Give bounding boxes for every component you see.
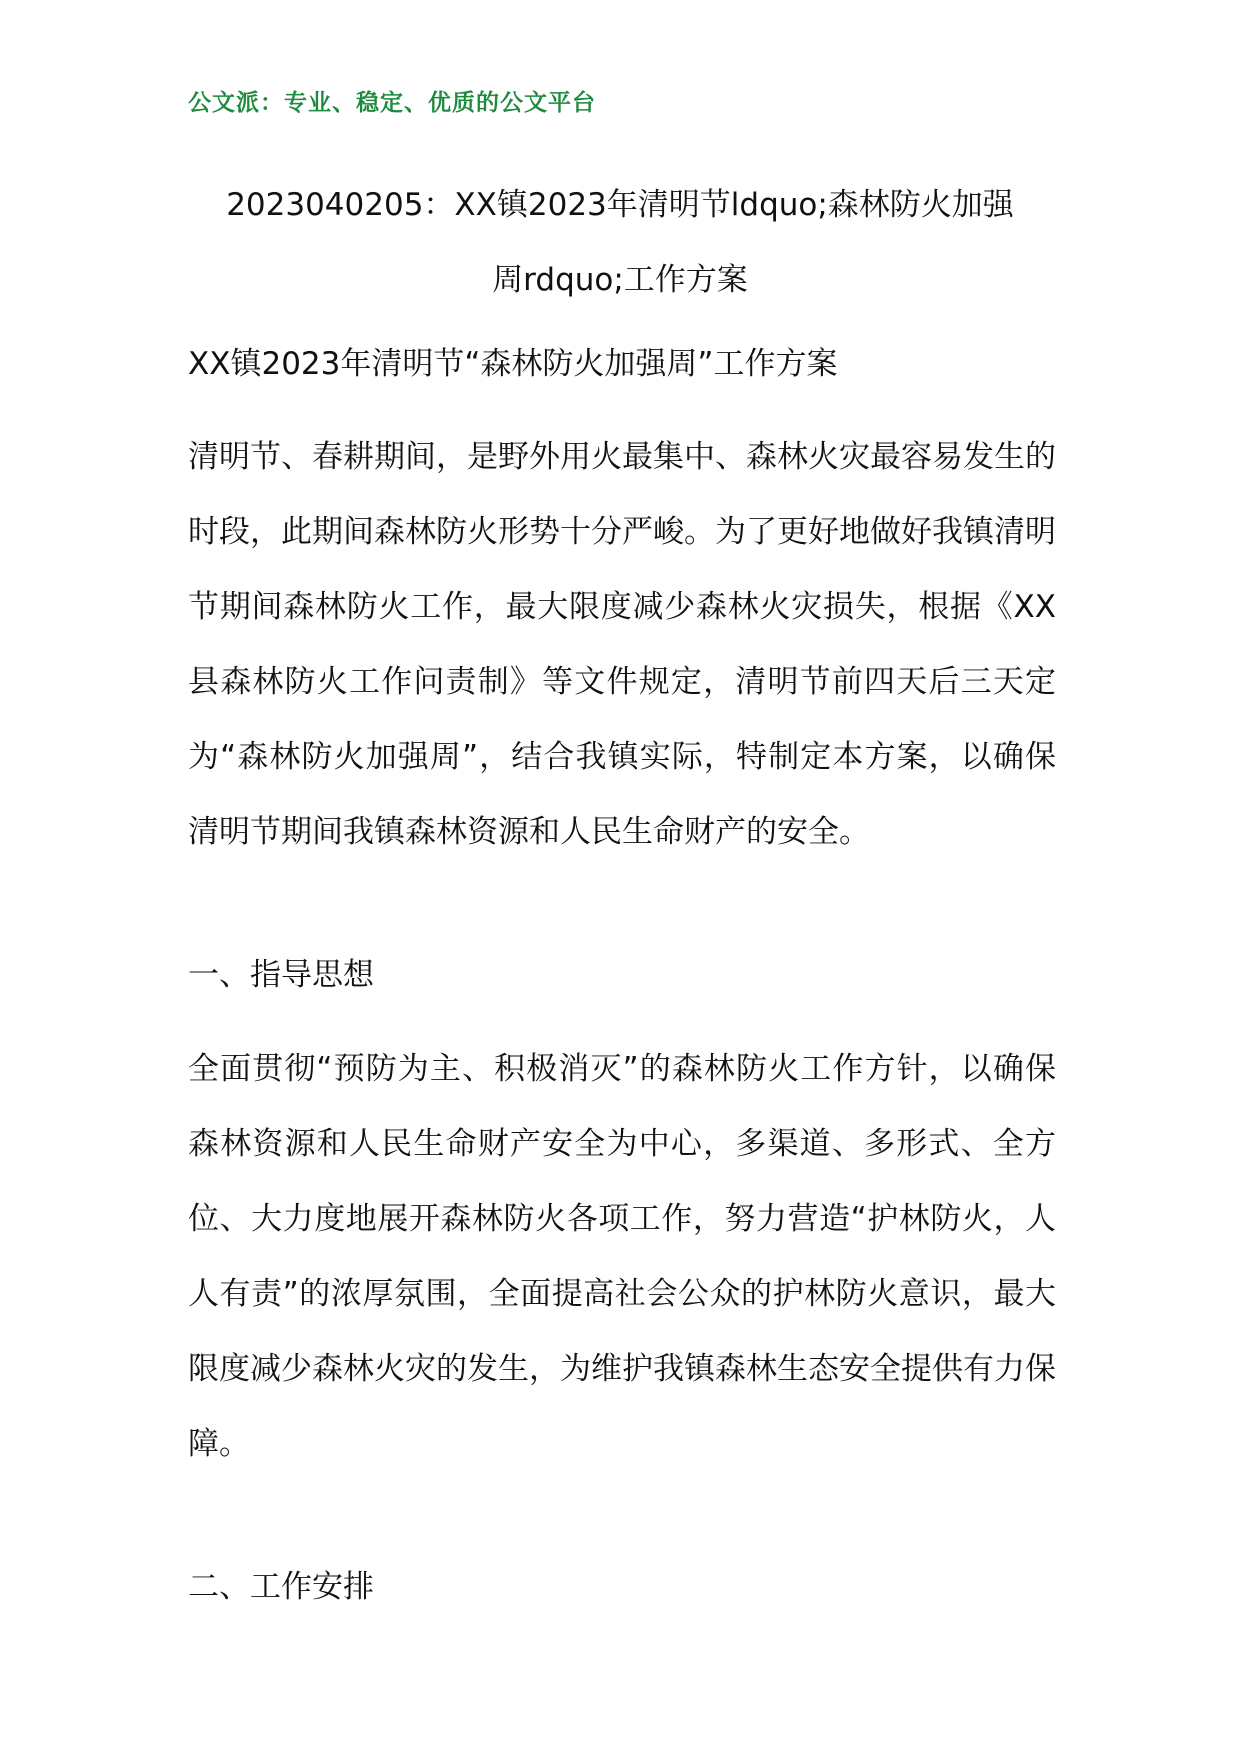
paragraph-text: 清明节、春耕期间，是野外用火最集中、森林火灾最容易发生的时段，此期间森林防火形势十分严峻。为了更好地做好我镇清明节期间森林防火工作，最大限度减少森林火灾损失，根据《XX县森林防火工作问责制》等文件规定，清明节前四天后三天定为“森林防火加强周”，结合我镇实际，特制定本方案，以确保清明节期间我镇森林资源和人民生命财产的安全。	[188, 439, 1056, 850]
paragraph-text: 全面贯彻“预防为主、积极消灭”的森林防火工作方针，以确保森林资源和人民生命财产安全为中心，多渠道、多形式、全方位、大力度地展开森林防火各项工作，努力营造“护林防火，人人有责”的浓厚氛围，全面提高社会公众的护林防火意识，最大限度减少森林火灾的发生，为维护我镇森林生态安全提供有力保障。	[188, 1051, 1056, 1462]
section-heading-work-arrangement: 二、工作安排	[188, 1569, 374, 1605]
document-title	[188, 168, 1052, 318]
brand-header: 公文派：专业、稳定、优质的公文平台	[188, 90, 596, 116]
section-heading-guiding-ideology: 一、指导思想	[188, 957, 374, 993]
title-line-2: 周rdquo;工作方案	[492, 262, 748, 298]
title-line-1: 2023040205：XX镇2023年清明节ldquo;森林防火加强	[226, 187, 1014, 223]
guiding-ideology-paragraph	[188, 1032, 1056, 1482]
intro-paragraph	[188, 420, 1056, 870]
document-subtitle: XX镇2023年清明节“森林防火加强周”工作方案	[188, 346, 838, 382]
